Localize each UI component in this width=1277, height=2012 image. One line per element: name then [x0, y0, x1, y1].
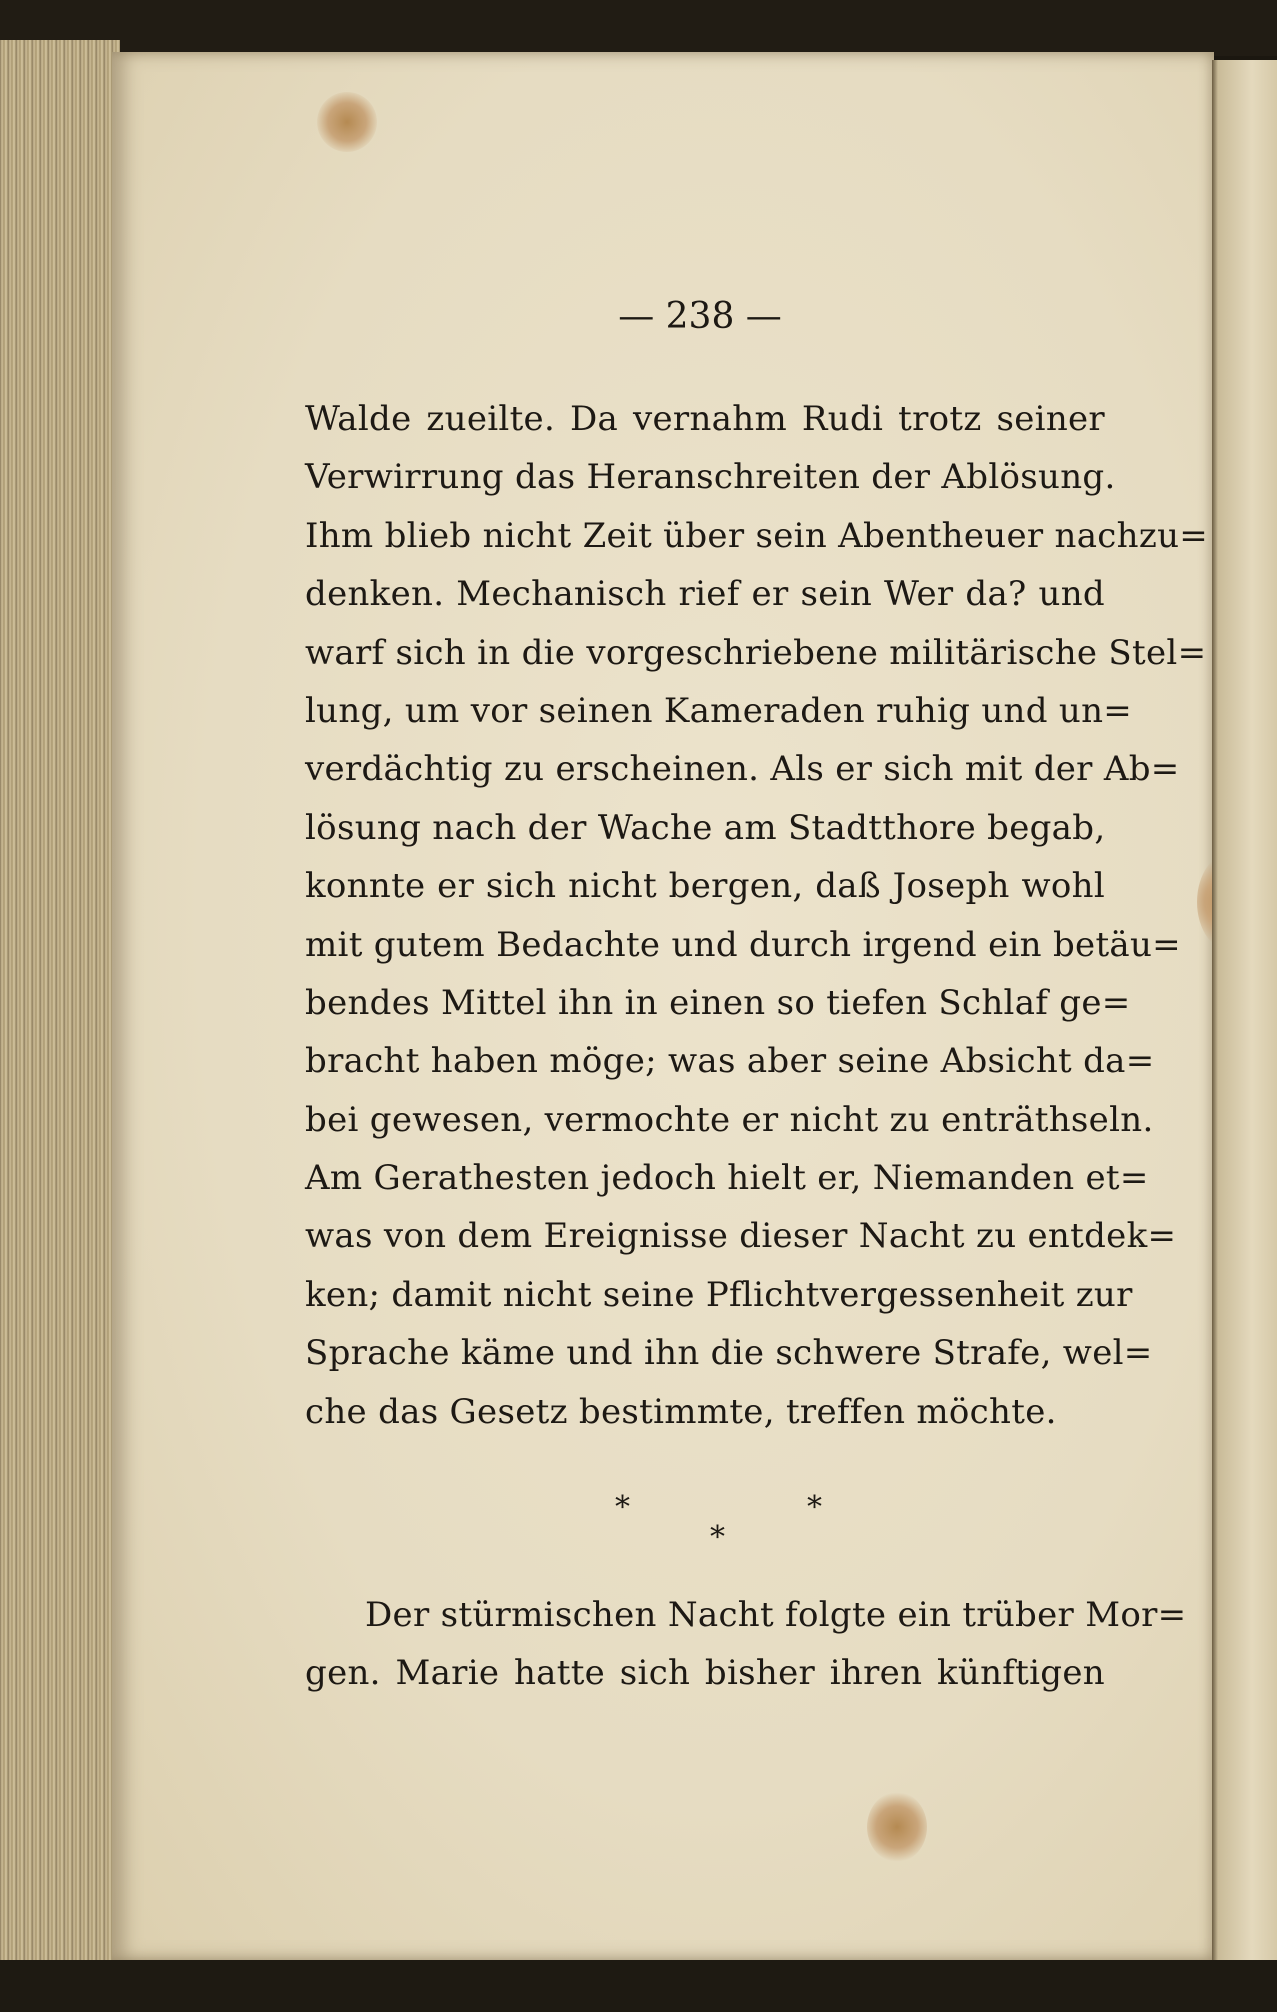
text-line: ken; damit nicht seine Pflichtvergessenheit zur [305, 1274, 1133, 1315]
stain [317, 92, 377, 152]
text-line: Sprache käme und ihn die schwere Strafe, wel= [305, 1333, 1153, 1374]
text-line: was von dem Ereignisse dieser Nacht zu entdek= [305, 1216, 1177, 1257]
text-line: lösung nach der Wache am Stadtthore begab, [305, 807, 1106, 848]
text-line: Ihm blieb nicht Zeit über sein Abentheuer nachzu= [305, 515, 1209, 556]
page-number: — 238 — [618, 296, 782, 337]
text-line: warf sich in die vorgeschriebene militärische Stel= [305, 632, 1207, 673]
text-line: Der stürmischen Nacht folgte ein trüber Mor= [365, 1595, 1187, 1635]
paragraph-1 [305, 390, 1209, 1441]
text-line: bracht haben möge; was aber seine Absicht da= [305, 1041, 1155, 1082]
text-line: lung, um vor seinen Kameraden ruhig und un= [305, 690, 1133, 731]
text-line: verdächtig zu erscheinen. Als er sich mit der Ab= [305, 749, 1180, 790]
text-line: che das Gesetz bestimmte, treffen möchte. [305, 1391, 1057, 1432]
text-line: konnte er sich nicht bergen, daß Joseph wohl [305, 866, 1105, 907]
page-edges [0, 40, 120, 1965]
asterisk: * [807, 1490, 823, 1525]
section-separator [305, 1490, 1105, 1570]
paragraph-2 [305, 1586, 1187, 1703]
scan-background-bottom [0, 1960, 1277, 2012]
text-line: Verwirrung das Heranschreiten der Ablösung. [305, 457, 1116, 498]
text-line: denken. Mechanisch rief er sein Wer da? und [305, 574, 1105, 615]
text-line: Am Gerathesten jedoch hielt er, Niemanden et= [305, 1158, 1149, 1199]
asterisk: * [615, 1490, 631, 1525]
text-line: Walde zueilte. Da vernahm Rudi trotz seiner [305, 399, 1105, 439]
stain [867, 1792, 927, 1862]
facing-page-edge [1212, 60, 1277, 1960]
text-line: gen. Marie hatte sich bisher ihren künftigen [305, 1653, 1105, 1694]
text-line: mit gutem Bedachte und durch irgend ein betäu= [305, 924, 1181, 965]
text-line: bei gewesen, vermochte er nicht zu enträthseln. [305, 1099, 1154, 1140]
text-line: bendes Mittel ihn in einen so tiefen Schlaf ge= [305, 982, 1131, 1023]
asterisk: * [710, 1520, 726, 1555]
scan-background-top [0, 0, 1277, 56]
